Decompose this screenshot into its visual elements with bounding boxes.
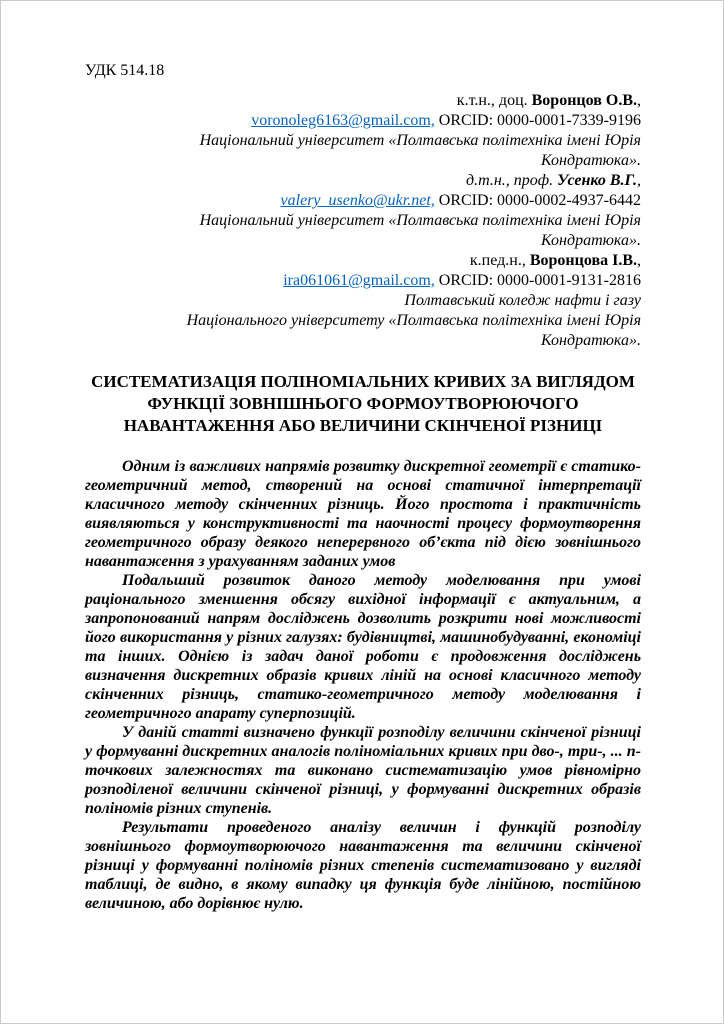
author-3-contact [85, 271, 641, 291]
author-2-name: Усенко В.Г. [557, 172, 637, 189]
author-2-affiliation-line-2: Кондратюка». [541, 232, 641, 249]
author-3-affiliation-line-2: Національного університету «Полтавська політехніка імені Юрія [186, 312, 641, 329]
author-3-degree: к.пед.н., [469, 252, 530, 269]
author-1-credentials [85, 91, 641, 111]
author-1-separator: , [637, 92, 641, 109]
author-1-degree: к.т.н., доц. [456, 92, 532, 109]
author-2-credentials [85, 171, 641, 191]
author-3-email-link[interactable]: ira061061@gmail.com, [283, 272, 435, 289]
author-3-affiliation-line-3: Кондратюка». [541, 332, 641, 349]
author-1-orcid: ORCID: 0000-0001-7339-9196 [434, 112, 641, 129]
author-3-separator: , [637, 252, 641, 269]
abstract-paragraph-2: Подальший розвиток даного методу моделювання при умові раціонального зменшення обсягу вихідної інформації є актуальним, а запропонований напрям досліджень дозволить розкрити нові можливості його використання у різних галузях: будівництві, машинобудуванні, економіці та інших. Однією із задач даної роботи є продовження досліджень визначення дискретних образів кривих ліній на основі класичного методу скінченних різниць, статико-геометричного методу моделювання і геометричного апарату суперпозицій. [85, 572, 641, 722]
author-2-orcid: ORCID: 0000-0002-4937-6442 [434, 192, 641, 209]
author-2-affiliation-line-1: Національний університет «Полтавська політехніка імені Юрія [199, 212, 641, 229]
author-3-affiliation-line-1: Полтавський коледж нафти і газу [404, 292, 641, 309]
udc-code: УДК 514.18 [85, 62, 165, 79]
article-title [85, 371, 641, 437]
author-1-name: Воронцов О.В. [531, 92, 637, 109]
abstract-paragraph-1: Одним із важливих напрямів розвитку дискретної геометрії є статико-геометричний метод, створений на основі статичної інтерпретації класичного методу скінченних різниць. Його простота і практичність виявляються у конструктивності та наочності процесу формоутворення геометричного образу деякого неперервного об’єкта під дією зовнішнього навантаження з урахуванням заданих умов [85, 458, 641, 570]
abstract-block [85, 457, 641, 913]
author-1-contact [85, 111, 641, 131]
article-title-line-3: НАВАНТАЖЕННЯ АБО ВЕЛИЧИНИ СКІНЧЕНОЇ РІЗНИЦІ [123, 416, 603, 435]
abstract-paragraph-4: Результати проведеного аналізу величин і функцій розподілу зовнішнього формоутворюючого навантаження та величини скінченої різниці у формуванні поліномів різних степенів систематизовано у вигляді таблиці, де видно, в якому випадку ця функція буде лінійною, постійною величиною, або дорівнює нулю. [85, 819, 641, 912]
author-2-separator: , [637, 172, 641, 189]
abstract-paragraph-3: У даній статті визначено функції розподілу величини скінченої різниці у формуванні дискретних аналогів поліноміальних кривих при дво-, три-, ... n- точкових залежностях та виконано систематизацію умов рівномірно розподіленої величини скінченої різниці, у формуванні дискретних образів поліномів різних ступенів. [85, 724, 641, 817]
author-1-email-link[interactable]: voronoleg6163@gmail.com, [251, 112, 435, 129]
author-2-contact [85, 191, 641, 211]
author-3-name: Воронцова І.В. [529, 252, 637, 269]
author-1-affiliation-line-2: Кондратюка». [541, 152, 641, 169]
author-3-orcid: ORCID: 0000-0001-9131-2816 [434, 272, 641, 289]
author-1-affiliation-line-1: Національний університет «Полтавська політехніка імені Юрія [199, 132, 641, 149]
author-2-degree: д.т.н., проф. [465, 172, 558, 189]
article-title-line-1: СИСТЕМАТИЗАЦІЯ ПОЛІНОМІАЛЬНИХ КРИВИХ ЗА ВИГЛЯДОМ [91, 372, 635, 391]
article-title-line-2: ФУНКЦІЇ ЗОВНІШНЬОГО ФОРМОУТВОРЮЮЧОГО [147, 394, 579, 413]
author-2-email-link[interactable]: valery_usenko@ukr.net, [280, 192, 435, 209]
authors-block [85, 91, 641, 351]
author-3-credentials [85, 251, 641, 271]
